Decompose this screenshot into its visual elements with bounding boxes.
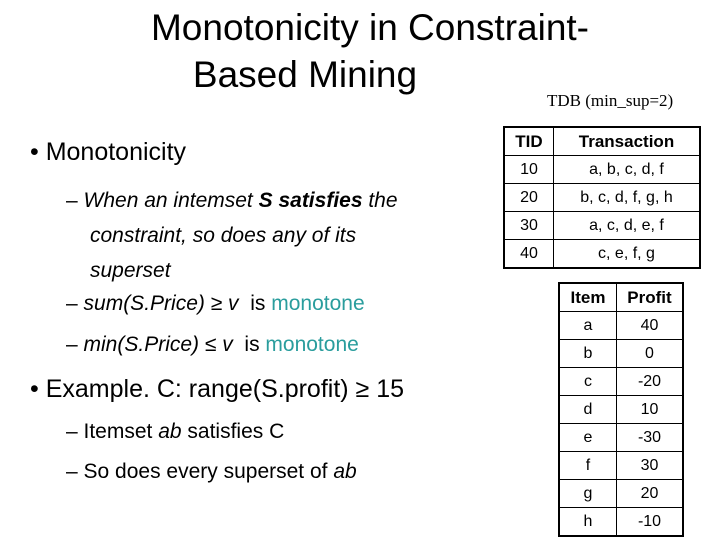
table-cell: 10 bbox=[617, 396, 684, 424]
tdb-caption: TDB (min_sup=2) bbox=[547, 91, 674, 110]
text: ab bbox=[158, 420, 182, 443]
text: Itemset bbox=[83, 420, 159, 443]
header-transaction: Transaction bbox=[554, 127, 701, 156]
text: constraint, so does any of its bbox=[90, 224, 357, 247]
table-cell: 30 bbox=[504, 212, 554, 240]
table-cell: 10 bbox=[504, 156, 554, 184]
tdb-table bbox=[503, 126, 701, 269]
table-cell: a, b, c, d, f bbox=[554, 156, 701, 184]
title-line-1: Monotonicity in Constraint- bbox=[150, 7, 590, 48]
text: satisfies bbox=[272, 189, 363, 212]
table-cell: g bbox=[559, 480, 617, 508]
header-tid: TID bbox=[504, 127, 554, 156]
table-row bbox=[559, 480, 683, 508]
table-row bbox=[559, 340, 683, 368]
table-row bbox=[559, 368, 683, 396]
table-row bbox=[559, 508, 683, 537]
table-row bbox=[559, 312, 683, 340]
subbullet-definition: – When an intemset S satisfies the constraint, so does any of its superset bbox=[66, 183, 398, 288]
table-cell: 20 bbox=[504, 184, 554, 212]
table-cell: 20 bbox=[617, 480, 684, 508]
title-line-2: Based Mining bbox=[192, 54, 418, 95]
table-row bbox=[559, 396, 683, 424]
header-profit: Profit bbox=[617, 283, 684, 312]
subbullet-min: – min(S.Price) ≤ v is monotone bbox=[66, 333, 359, 356]
text: is bbox=[232, 333, 266, 356]
text: superset bbox=[90, 259, 171, 282]
table-cell: 0 bbox=[617, 340, 684, 368]
subbullet-itemset: – Itemset ab satisfies C bbox=[66, 420, 285, 443]
text: So does every superset of bbox=[83, 460, 334, 483]
table-cell: 30 bbox=[617, 452, 684, 480]
table-cell: a, c, d, e, f bbox=[554, 212, 701, 240]
subbullet-superset: – So does every superset of ab bbox=[66, 460, 357, 483]
table-cell: b, c, d, f, g, h bbox=[554, 184, 701, 212]
table-cell: 40 bbox=[504, 240, 554, 269]
table-cell: h bbox=[559, 508, 617, 537]
text: When an intemset bbox=[83, 189, 259, 212]
table-row bbox=[559, 452, 683, 480]
bullet-monotonicity: • Monotonicity bbox=[30, 138, 187, 166]
header-item: Item bbox=[559, 283, 617, 312]
table-cell: b bbox=[559, 340, 617, 368]
text: sum(S.Price) ≥ v bbox=[83, 292, 239, 315]
profit-table bbox=[558, 282, 684, 537]
table-row bbox=[504, 184, 700, 212]
slide-title bbox=[100, 4, 640, 98]
table-cell: c bbox=[559, 368, 617, 396]
text: min(S.Price) ≤ v bbox=[83, 333, 233, 356]
bullet-text: Example. C: range(S.profit) ≥ 15 bbox=[45, 375, 405, 403]
table-row bbox=[504, 212, 700, 240]
table-cell: a bbox=[559, 312, 617, 340]
text: S bbox=[258, 189, 273, 212]
table-row bbox=[504, 156, 700, 184]
text: monotone bbox=[265, 333, 359, 356]
table-cell: -20 bbox=[617, 368, 684, 396]
text: the bbox=[362, 189, 398, 212]
table-cell: -30 bbox=[617, 424, 684, 452]
table-row bbox=[504, 240, 700, 269]
table-cell: e bbox=[559, 424, 617, 452]
text: ab bbox=[333, 460, 357, 483]
table-cell: c, e, f, g bbox=[554, 240, 701, 269]
table-cell: d bbox=[559, 396, 617, 424]
bullet-text: Monotonicity bbox=[45, 138, 187, 166]
table-cell: f bbox=[559, 452, 617, 480]
subbullet-sum: – sum(S.Price) ≥ v is monotone bbox=[66, 292, 365, 315]
table-row bbox=[559, 424, 683, 452]
table-cell: -10 bbox=[617, 508, 684, 537]
text: satisfies C bbox=[181, 420, 285, 443]
text: monotone bbox=[271, 292, 365, 315]
text: is bbox=[238, 292, 272, 315]
table-cell: 40 bbox=[617, 312, 684, 340]
bullet-example: • Example. C: range(S.profit) ≥ 15 bbox=[30, 375, 405, 403]
